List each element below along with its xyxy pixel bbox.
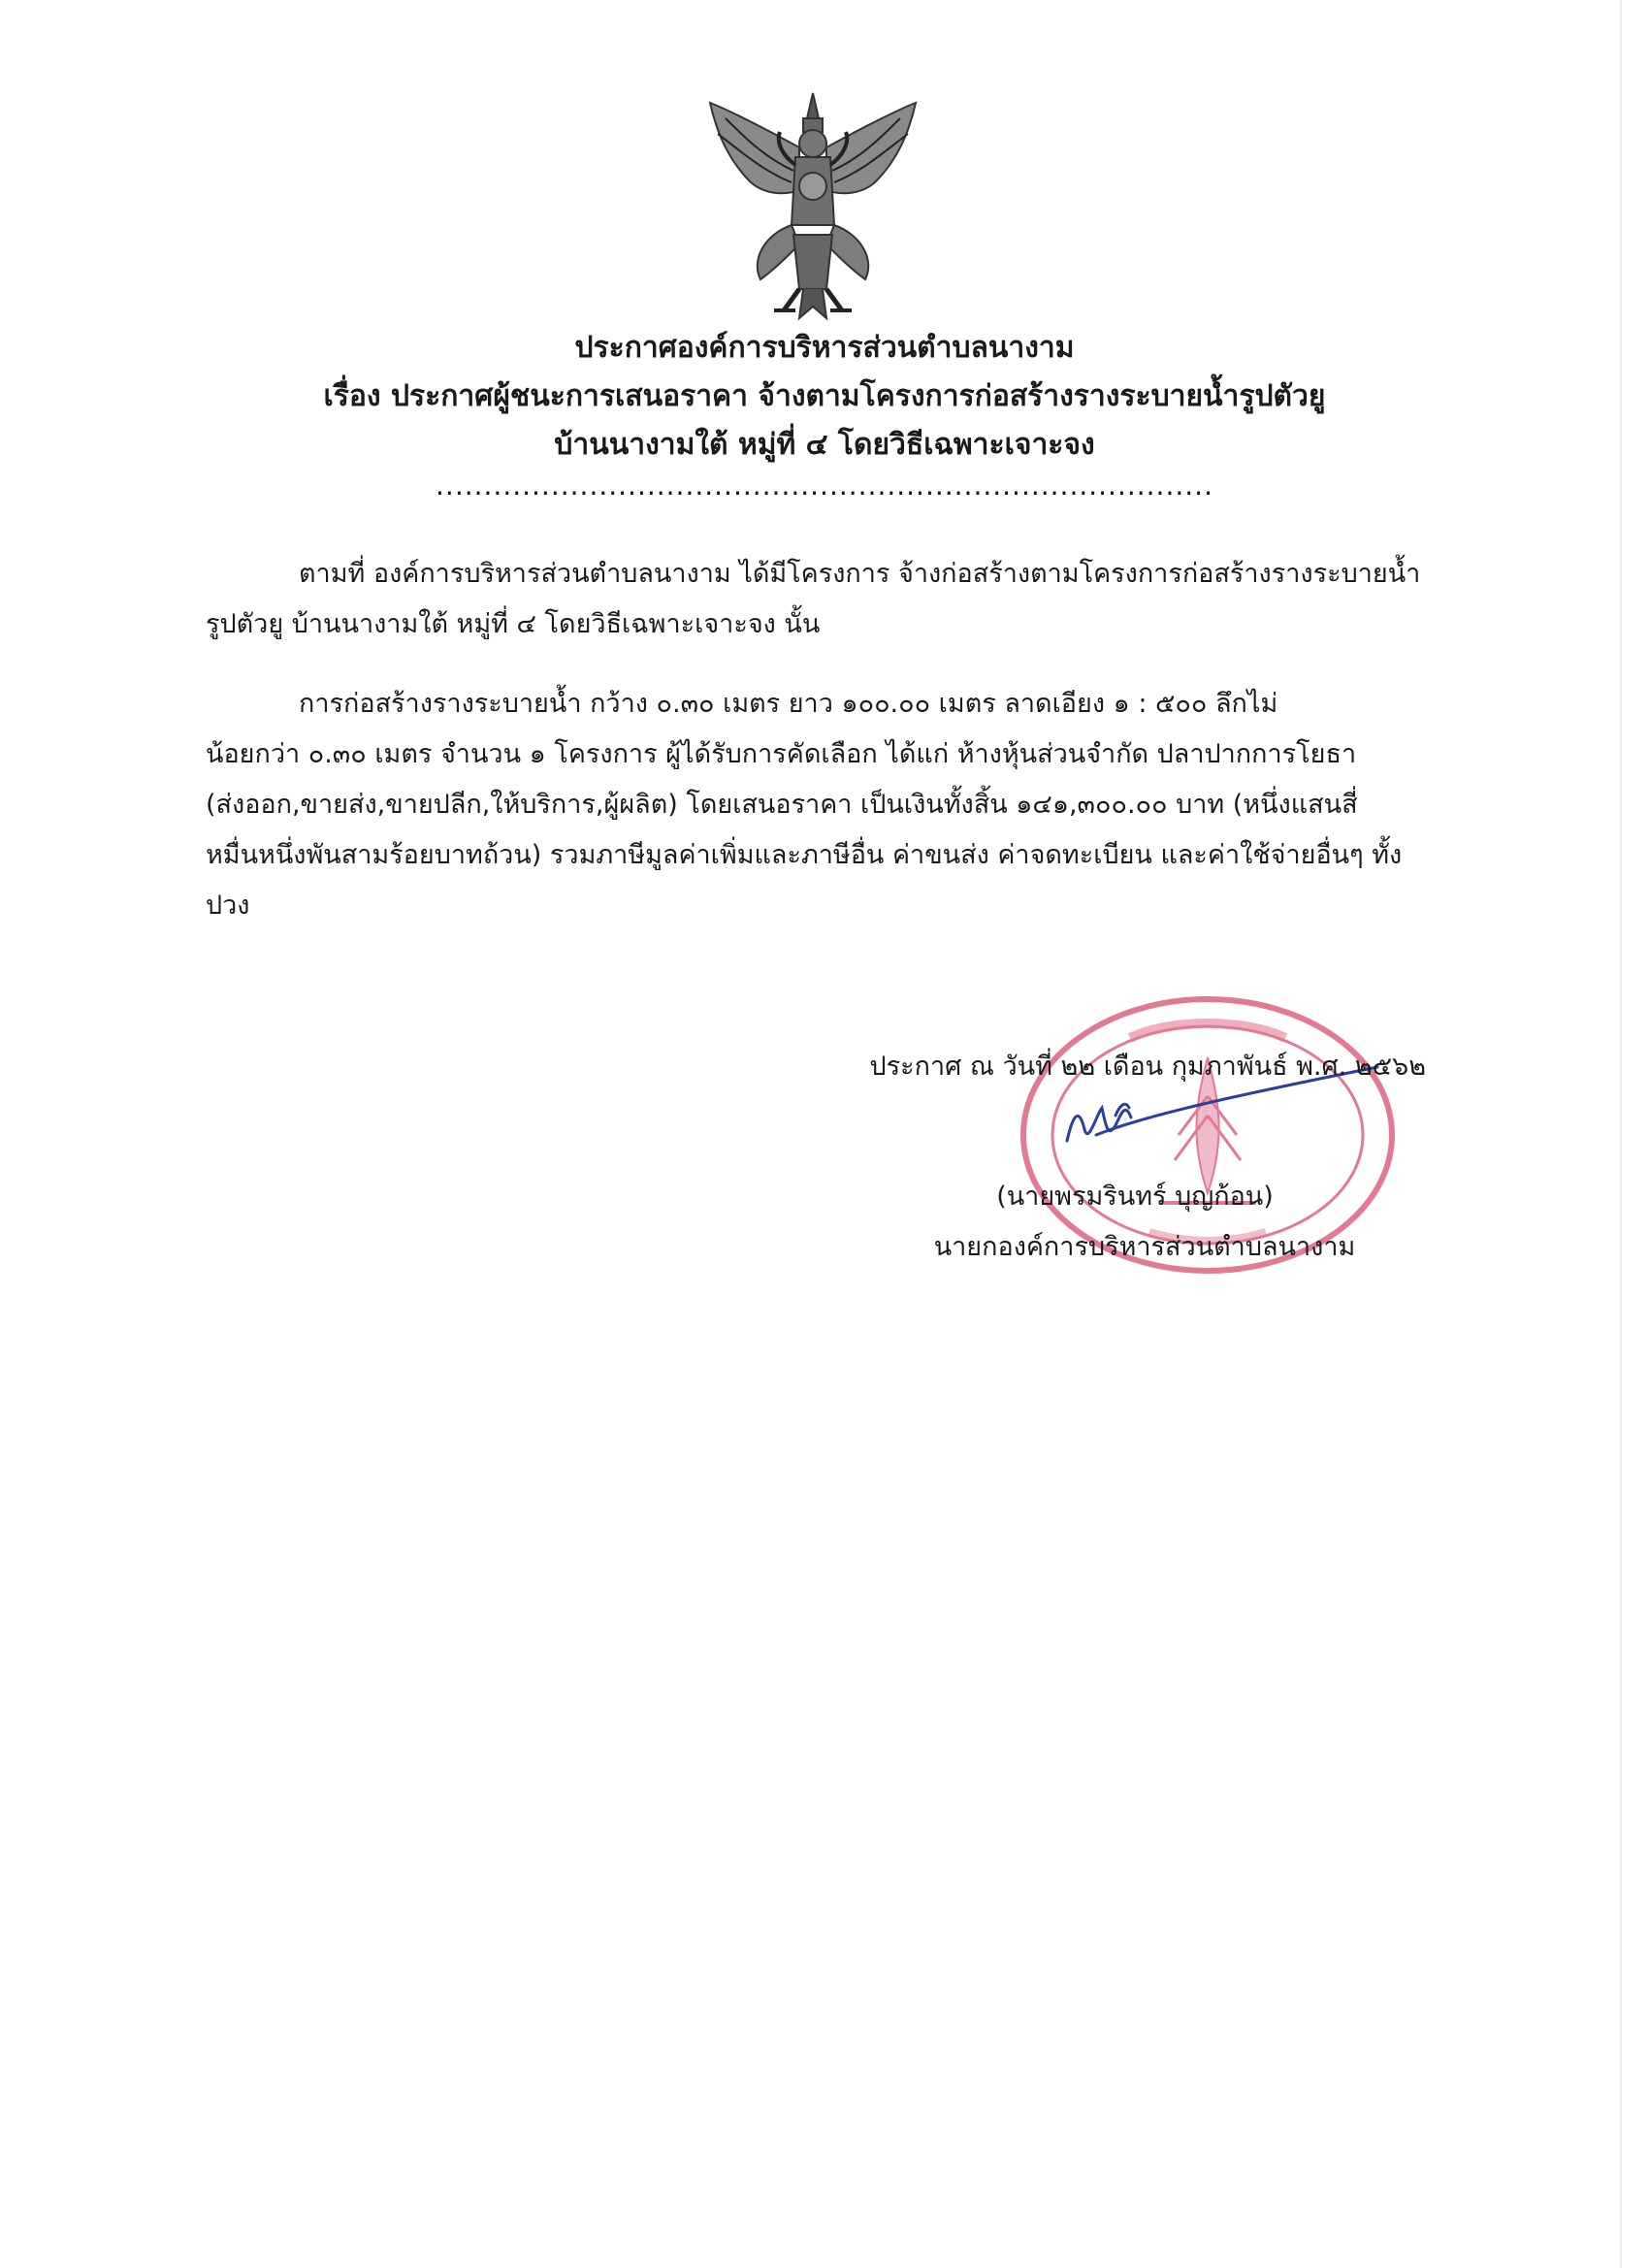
divider-dots: .................................................................................	[436, 470, 1213, 502]
announcement-subject-cont: บ้านนางามใต้ หมู่ที่ ๔ โดยวิธีเฉพาะเจาะจง	[554, 428, 1095, 462]
paragraph-line: (ส่งออก,ขายส่ง,ขายปลีก,ให้บริการ,ผู้ผลิต) โดยเสนอราคา เป็นเงินทั้งสิ้น ๑๔๑,๓๐๐.๐๐ บาท (หนึ่งแสนสี่	[206, 790, 1358, 820]
paragraph-line: ปวง	[206, 891, 250, 921]
announcement-date: ประกาศ ณ วันที่ ๒๒ เดือน กุมภาพันธ์ พ.ศ. ๒๕๖๒	[869, 1052, 1426, 1082]
paragraph-line: ตามที่ องค์การบริหารส่วนตำบลนางาม ได้มีโครงการ จ้างก่อสร้างตามโครงการก่อสร้างรางระบายน้ำ	[299, 559, 1421, 589]
garuda-emblem-icon	[706, 89, 920, 322]
signatory-position: นายกองค์การบริหารส่วนตำบลนางาม	[933, 1232, 1356, 1262]
paragraph-line: น้อยกว่า ๐.๓๐ เมตร จำนวน ๑ โครงการ ผู้ได้รับการคัดเลือก ได้แก่ ห้างหุ้นส่วนจำกัด ปลาปากการโยธา	[206, 739, 1357, 769]
signatory-name: (นายพรมรินทร์ บุญก้อน)	[996, 1182, 1274, 1212]
paragraph-2	[206, 679, 1430, 931]
paragraph-line: หมื่นหนึ่งพันสามร้อยบาทถ้วน) รวมภาษีมูลค่าเพิ่มและภาษีอื่น ค่าขนส่ง ค่าจดทะเบียน และค่าใช้จ่ายอื่นๆ ทั้ง	[206, 840, 1403, 870]
paragraph-line: การก่อสร้างรางระบายน้ำ กว้าง ๐.๓๐ เมตร ยาว ๑๐๐.๐๐ เมตร ลาดเอียง ๑ : ๕๐๐ ลึกไม่	[299, 689, 1278, 719]
announcement-title: ประกาศองค์การบริหารส่วนตำบลนางาม	[574, 331, 1075, 365]
paragraph-1	[206, 549, 1430, 650]
announcement-subject: เรื่อง ประกาศผู้ชนะการเสนอราคา จ้างตามโครงการก่อสร้างรางระบายน้ำรูปตัวยู	[323, 379, 1326, 413]
paragraph-line: รูปตัวยู บ้านนางามใต้ หมู่ที่ ๔ โดยวิธีเฉพาะเจาะจง นั้น	[206, 609, 821, 639]
